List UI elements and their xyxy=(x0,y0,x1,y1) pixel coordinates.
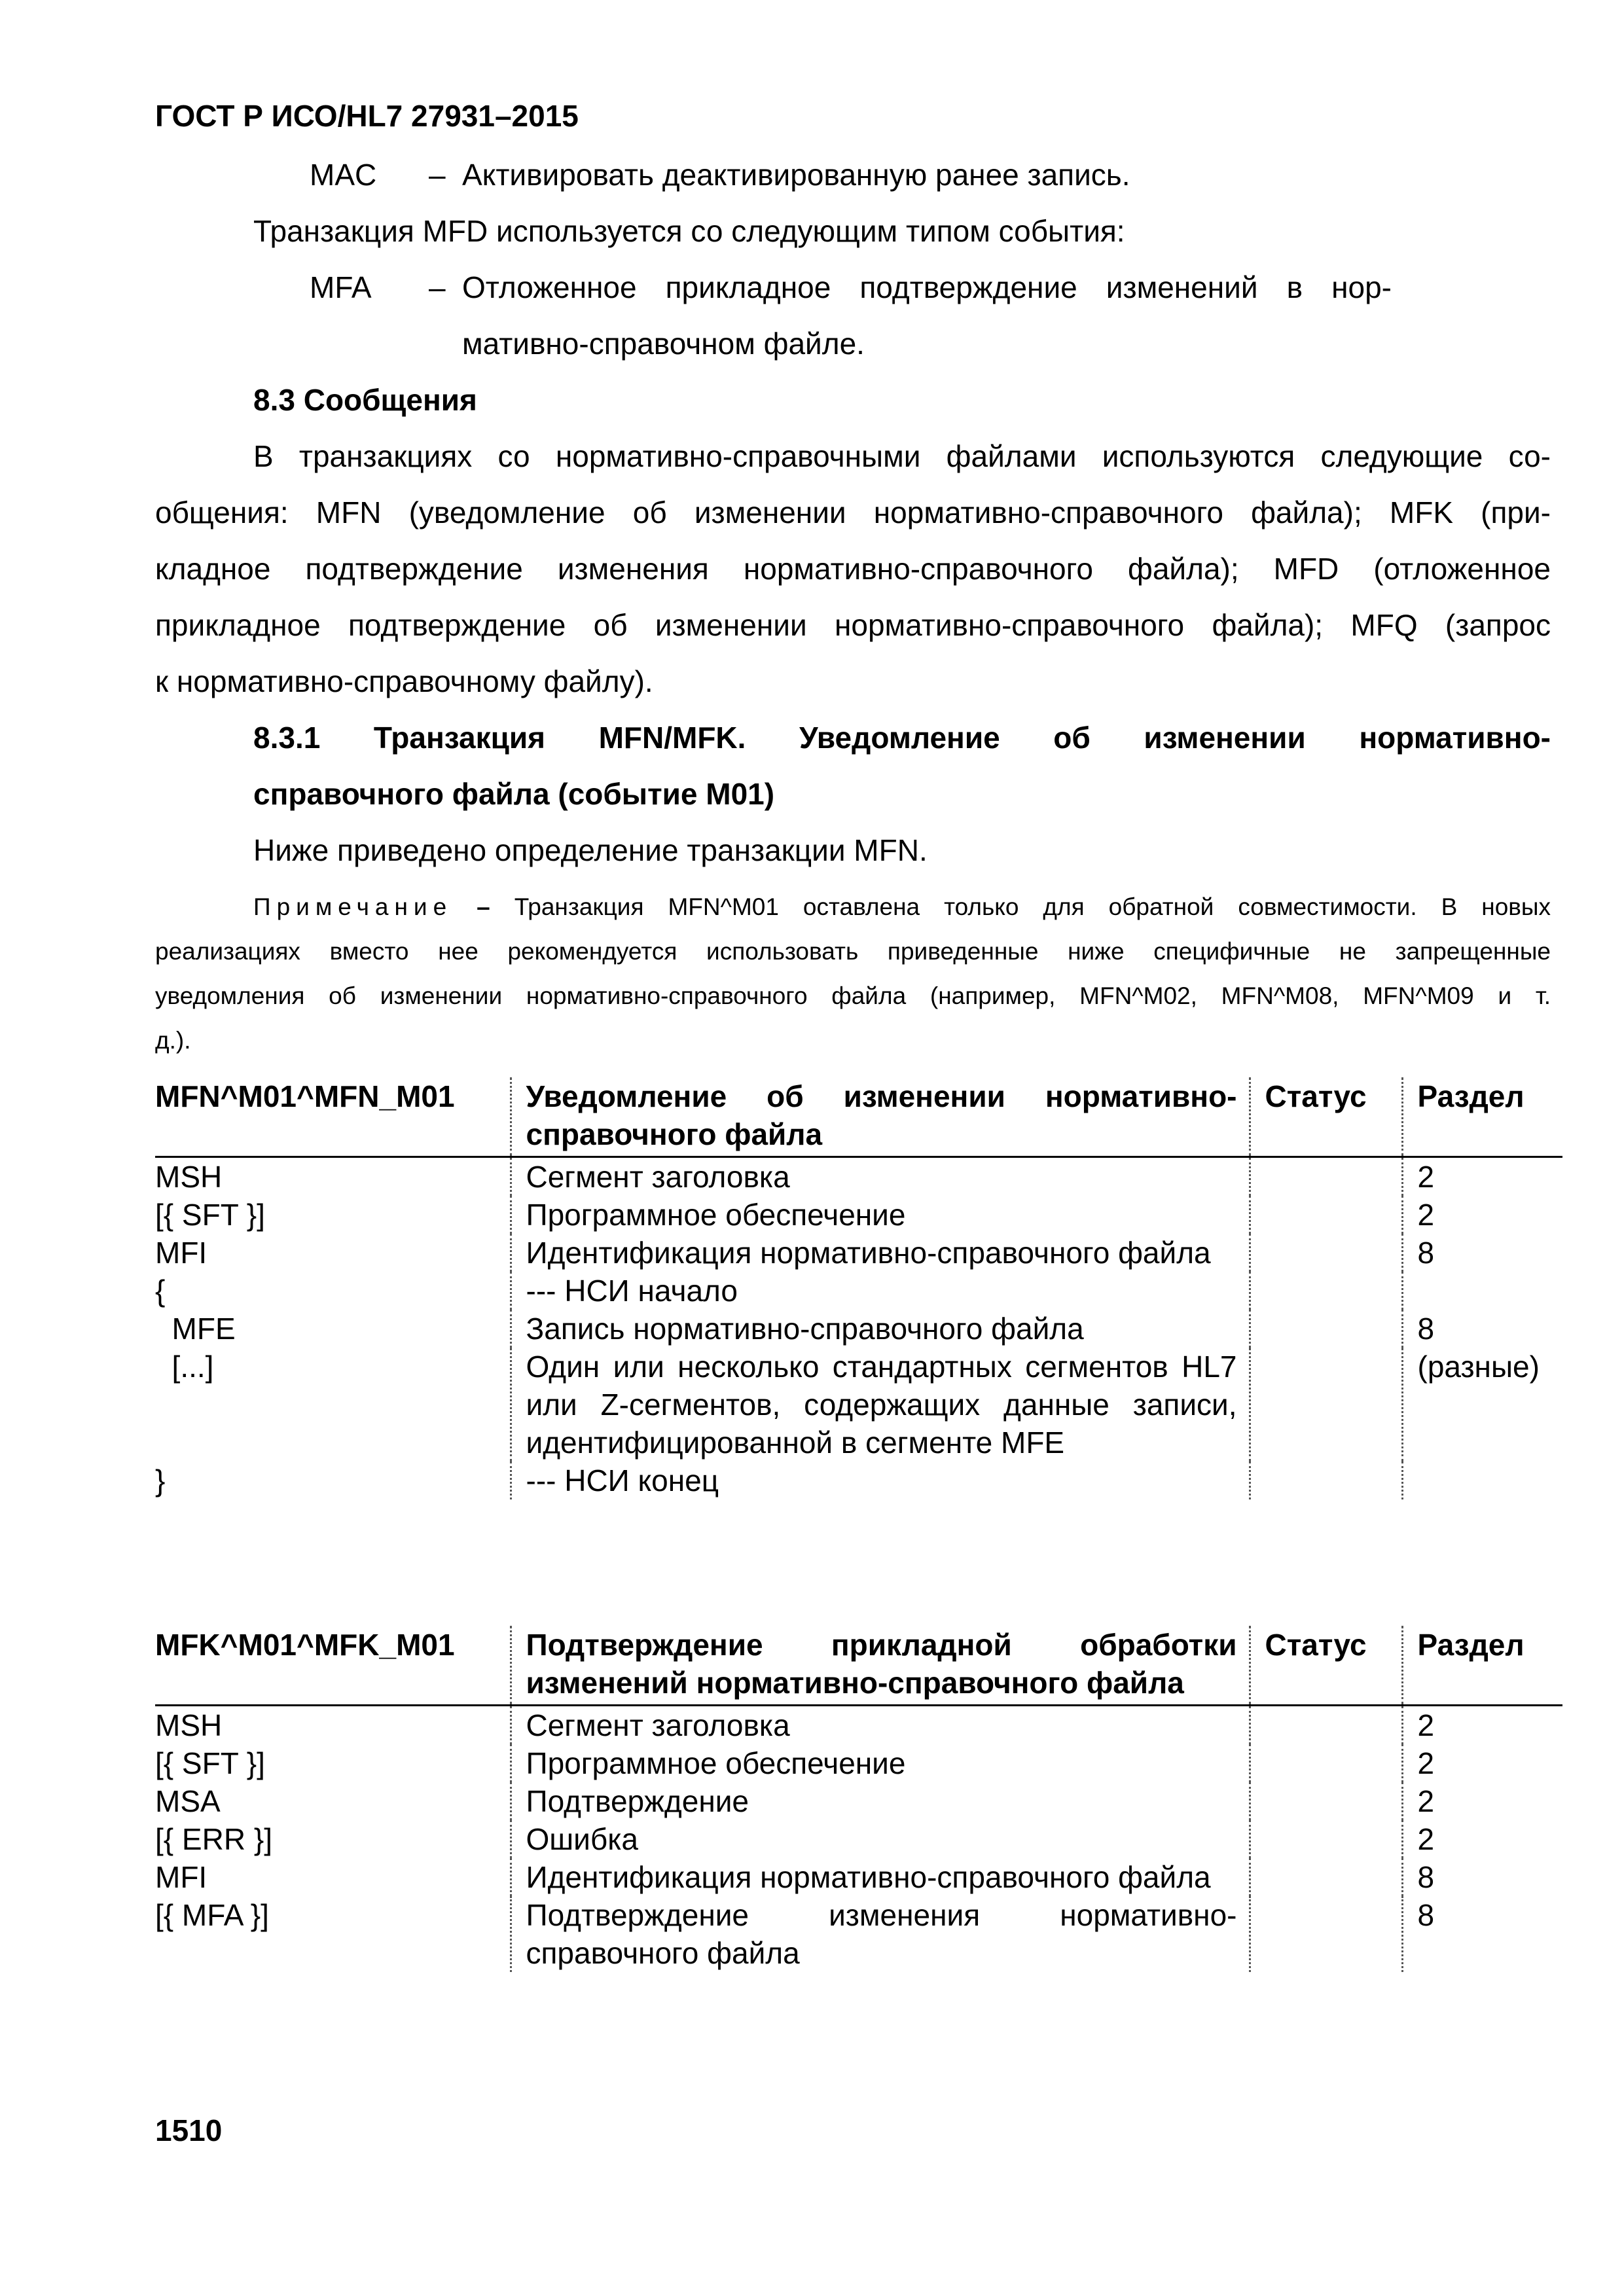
event-dash: – xyxy=(429,158,446,192)
segment-cell: MFI xyxy=(155,1860,208,1894)
status-cell xyxy=(1250,1706,1402,1745)
table-row xyxy=(155,1744,1562,1782)
status-cell xyxy=(1250,1820,1402,1858)
mfd-intro: Транзакция MFD используется со следующим типом события: xyxy=(253,214,1125,248)
table-row xyxy=(155,1196,1562,1234)
section-cell: 2 xyxy=(1402,1820,1562,1858)
section-cell: 8 xyxy=(1402,1858,1562,1896)
description-cell: Подтверждение изменения нормативно-справочного файла xyxy=(511,1896,1250,1972)
note-line2: реализациях вместо нее рекомендуется использовать приведенные ниже специфичные не запрещенные xyxy=(155,938,1551,965)
paragraph-8-3-line: общения: MFN (уведомление об изменении нормативно-справочного файла); MFK (при- xyxy=(155,495,1551,529)
event-code-mac: MAC xyxy=(310,158,377,192)
section-heading-8-3-1-cont: справочного файла (событие M01) xyxy=(253,777,775,811)
section-cell: 2 xyxy=(1402,1157,1562,1196)
segment-cell: MSH xyxy=(155,1160,223,1194)
description-cell: Сегмент заголовка xyxy=(511,1706,1250,1745)
status-cell xyxy=(1250,1234,1402,1272)
status-cell xyxy=(1250,1744,1402,1782)
segment-table-mfn xyxy=(155,1077,1562,1499)
event-text-mfa-line1: Отложенное прикладное подтверждение изменений в нор- xyxy=(462,270,1392,304)
section-cell: 2 xyxy=(1402,1744,1562,1782)
status-cell xyxy=(1250,1858,1402,1896)
status-cell xyxy=(1250,1310,1402,1348)
mfn-definition-intro: Ниже приведено определение транзакции MFN. xyxy=(253,833,928,867)
event-code-mfa: MFA xyxy=(310,270,372,304)
segment-cell: MSH xyxy=(155,1708,223,1742)
description-cell: Один или несколько стандартных сегментов HL7 или Z-сегментов, содержащих данные записи, идентифицированной в сегменте MFE xyxy=(511,1348,1250,1462)
table-row xyxy=(155,1272,1562,1310)
status-cell xyxy=(1250,1896,1402,1972)
header-cell-message: MFK^M01^MFK_M01 xyxy=(155,1628,455,1662)
segment-cell: MFE xyxy=(155,1312,236,1346)
note-line4: д.). xyxy=(155,1027,191,1054)
paragraph-8-3-line: к нормативно-справочному файлу). xyxy=(155,664,653,698)
table-row xyxy=(155,1348,1562,1462)
table-row xyxy=(155,1706,1562,1745)
status-cell xyxy=(1250,1462,1402,1499)
header-cell-section: Раздел xyxy=(1402,1626,1562,1706)
status-cell xyxy=(1250,1272,1402,1310)
segment-cell: MSA xyxy=(155,1784,221,1818)
header-cell-description: Подтверждение прикладной обработки изменений нормативно-справочного файла xyxy=(511,1626,1250,1706)
event-dash: – xyxy=(429,270,446,304)
section-cell: (разные) xyxy=(1402,1348,1562,1462)
event-text-mac: Активировать деактивированную ранее запись. xyxy=(462,158,1130,192)
paragraph-8-3-line: В транзакциях со нормативно-справочными файлами используются следующие со- xyxy=(253,439,1551,473)
table-header-row xyxy=(155,1626,1562,1706)
segment-cell: [{ SFT }] xyxy=(155,1746,265,1780)
status-cell xyxy=(1250,1196,1402,1234)
segment-table-mfk xyxy=(155,1626,1562,1972)
note-label: Примечание xyxy=(253,893,453,920)
header-cell-section: Раздел xyxy=(1402,1077,1562,1157)
description-cell: --- НСИ начало xyxy=(511,1272,1250,1310)
table-row xyxy=(155,1310,1562,1348)
section-heading-8-3: 8.3 Сообщения xyxy=(253,383,477,417)
description-cell: Идентификация нормативно-справочного файла xyxy=(511,1234,1250,1272)
status-cell xyxy=(1250,1157,1402,1196)
table-row xyxy=(155,1820,1562,1858)
segment-cell: } xyxy=(155,1463,166,1498)
section-cell: 2 xyxy=(1402,1782,1562,1820)
segment-cell: MFI xyxy=(155,1236,208,1270)
note-line1 xyxy=(253,885,1551,929)
section-heading-8-3-1: 8.3.1 Транзакция MFN/MFK. Уведомление об изменении нормативно- xyxy=(253,721,1551,755)
description-cell: Запись нормативно-справочного файла xyxy=(511,1310,1250,1348)
segment-cell: [{ SFT }] xyxy=(155,1198,265,1232)
page-number: 1510 xyxy=(155,2113,223,2147)
table-row xyxy=(155,1782,1562,1820)
paragraph-8-3-line: прикладное подтверждение об изменении нормативно-справочного файла); MFQ (запрос xyxy=(155,608,1551,642)
segment-cell: [{ MFA }] xyxy=(155,1898,269,1932)
paragraph-8-3-line: кладное подтверждение изменения нормативно-справочного файла); MFD (отложенное xyxy=(155,552,1551,586)
section-cell: 8 xyxy=(1402,1310,1562,1348)
table-header-row xyxy=(155,1077,1562,1157)
note-line3: уведомления об изменении нормативно-справочного файла (например, MFN^M02, MFN^M08, MFN^M09 и т. xyxy=(155,982,1551,1009)
segment-cell: [...] xyxy=(155,1350,214,1384)
section-cell: 8 xyxy=(1402,1234,1562,1272)
description-cell: Программное обеспечение xyxy=(511,1196,1250,1234)
status-cell xyxy=(1250,1782,1402,1820)
table-row xyxy=(155,1157,1562,1196)
table-row xyxy=(155,1234,1562,1272)
event-text-mfa-line2: мативно-справочном файле. xyxy=(462,327,865,361)
section-cell: 2 xyxy=(1402,1706,1562,1745)
note-dash: – xyxy=(477,893,490,920)
description-cell: Идентификация нормативно-справочного файла xyxy=(511,1858,1250,1896)
description-cell: Ошибка xyxy=(511,1820,1250,1858)
segment-cell: { xyxy=(155,1274,166,1308)
header-cell-status: Статус xyxy=(1250,1626,1402,1706)
description-cell: Сегмент заголовка xyxy=(511,1157,1250,1196)
description-cell: Подтверждение xyxy=(511,1782,1250,1820)
table-row xyxy=(155,1858,1562,1896)
status-cell xyxy=(1250,1348,1402,1462)
table-row xyxy=(155,1896,1562,1972)
document-header: ГОСТ Р ИСО/HL7 27931–2015 xyxy=(155,99,579,133)
description-cell: --- НСИ конец xyxy=(511,1462,1250,1499)
header-cell-message: MFN^M01^MFN_M01 xyxy=(155,1079,455,1113)
table-row xyxy=(155,1462,1562,1499)
section-cell xyxy=(1402,1272,1562,1310)
header-cell-status: Статус xyxy=(1250,1077,1402,1157)
note-text: Транзакция MFN^M01 оставлена только для обратной совместимости. В новых xyxy=(514,893,1551,920)
description-cell: Программное обеспечение xyxy=(511,1744,1250,1782)
header-cell-description: Уведомление об изменении нормативно-справочного файла xyxy=(511,1077,1250,1157)
segment-cell: [{ ERR }] xyxy=(155,1822,272,1856)
section-cell xyxy=(1402,1462,1562,1499)
section-cell: 8 xyxy=(1402,1896,1562,1972)
section-cell: 2 xyxy=(1402,1196,1562,1234)
